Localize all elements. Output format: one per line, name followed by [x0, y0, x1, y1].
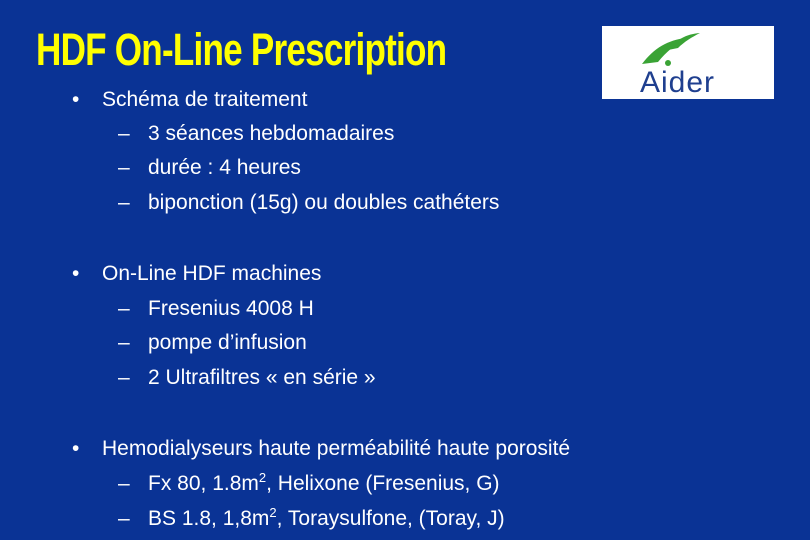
sub-marker: –: [118, 366, 130, 389]
sub-marker: –: [118, 156, 130, 179]
sub-marker: –: [118, 472, 130, 495]
bullet-marker: •: [72, 262, 80, 285]
bullet-marker: •: [72, 437, 80, 460]
sub-item-text: biponction (15g) ou doubles cathéters: [148, 191, 500, 214]
sub-marker: –: [118, 297, 130, 320]
sub-marker: –: [118, 191, 130, 214]
sub-item-text-post: , Helixone (Fresenius, G): [266, 472, 500, 495]
sub-item-text: 3 séances hebdomadaires: [148, 122, 395, 145]
logo-text: Aider: [640, 66, 716, 99]
sub-item-text: [148, 506, 505, 532]
sub-item-text: durée : 4 heures: [148, 156, 301, 179]
superscript: 2: [258, 470, 267, 485]
sub-item-text: [148, 471, 500, 497]
sub-item-text: Fresenius 4008 H: [148, 297, 314, 320]
sub-marker: –: [118, 507, 130, 530]
section-heading: Schéma de traitement: [102, 88, 308, 111]
sub-item-text-pre: Fx 80, 1.8m: [148, 472, 259, 495]
sub-item-text: 2 Ultrafiltres « en série »: [148, 366, 376, 389]
sub-item-text: pompe d’infusion: [148, 331, 307, 354]
sub-item-text-pre: BS 1.8, 1,8m: [148, 507, 270, 530]
slide-title: HDF On-Line Prescription: [36, 24, 447, 75]
sub-marker: –: [118, 331, 130, 354]
sub-item-text-post: , Toraysulfone, (Toray, J): [276, 507, 505, 530]
superscript: 2: [269, 505, 277, 520]
section-heading: On-Line HDF machines: [102, 262, 322, 285]
sub-marker: –: [118, 122, 130, 145]
section-heading: Hemodialyseurs haute perméabilité haute porosité: [102, 437, 571, 460]
bullet-marker: •: [72, 88, 80, 111]
